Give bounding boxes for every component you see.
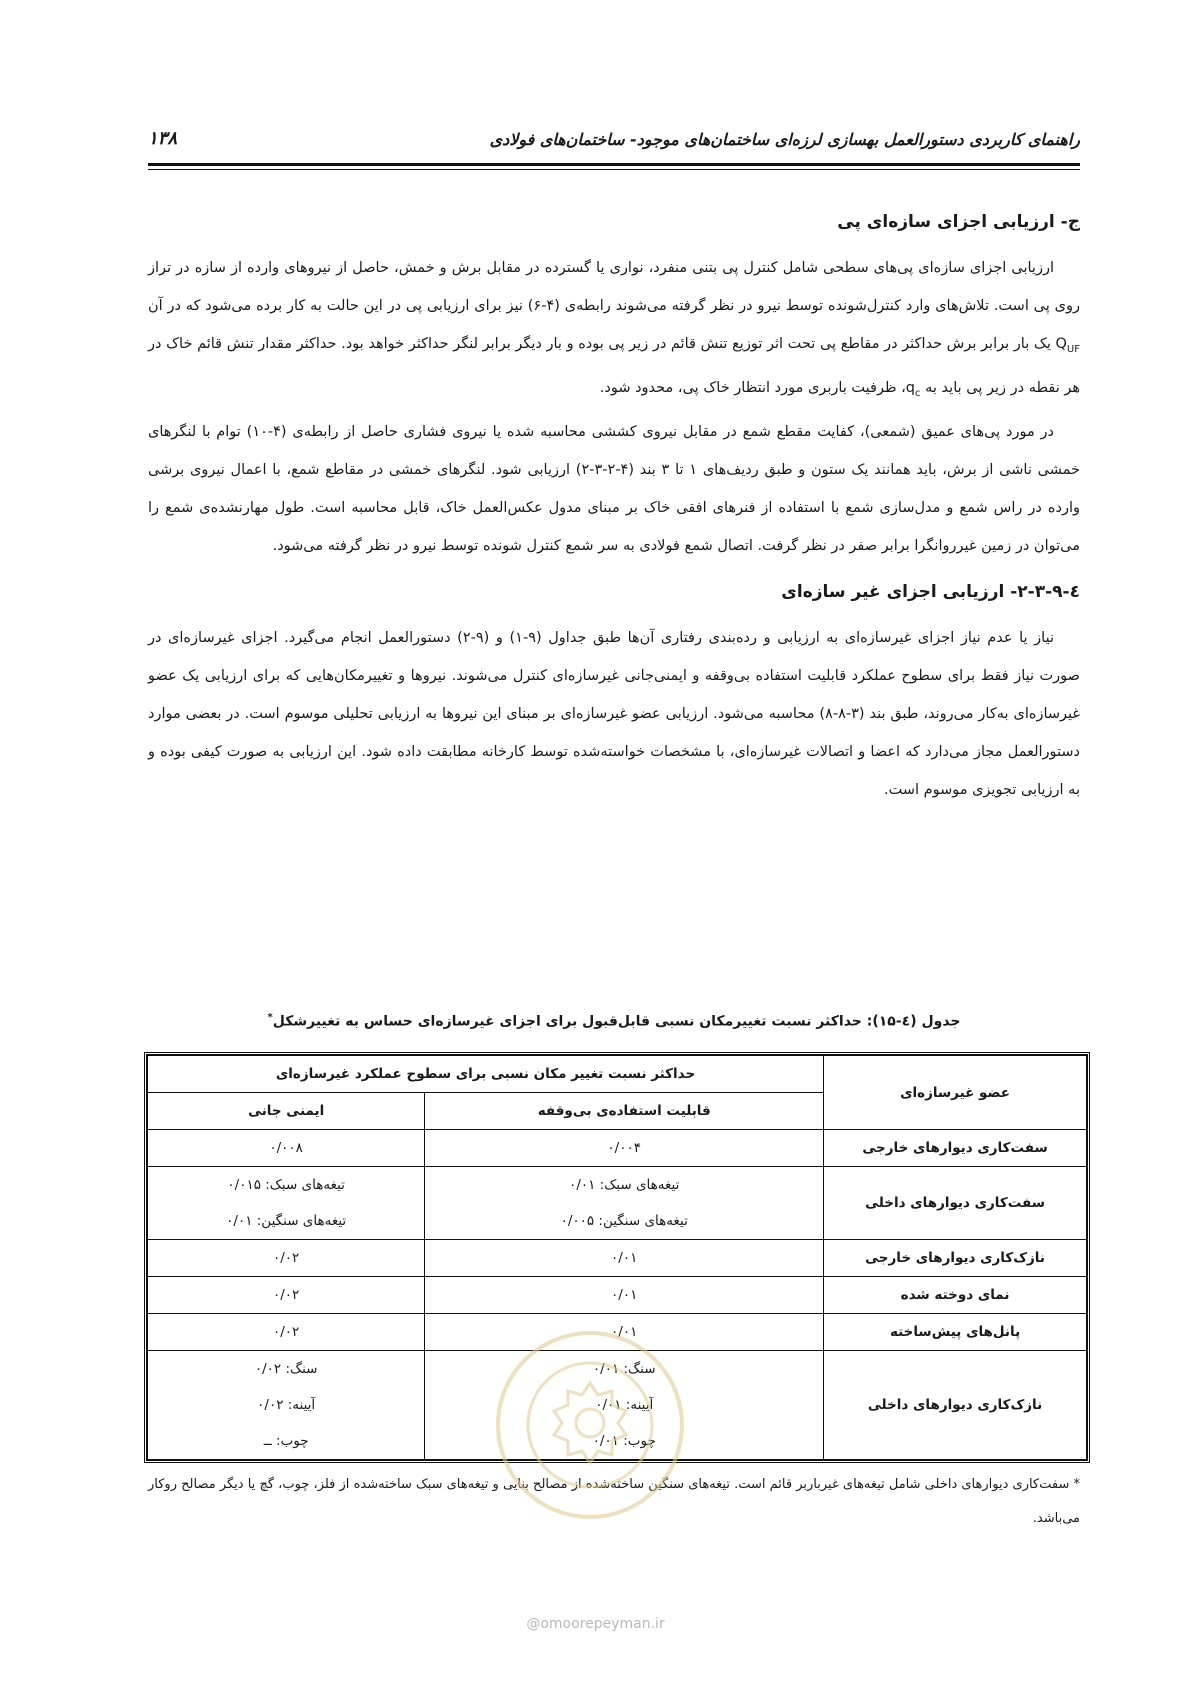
paragraph-foundation-shallow (148, 249, 1080, 413)
paragraph-text: ، ظرفیت باربری مورد انتظار خاک پی، محدود شود. (599, 379, 906, 396)
table-cell-value: سنگ: ۰/۰۲ (254, 1361, 318, 1377)
running-header (148, 124, 1080, 164)
symbol-qc-subscript: c (915, 387, 921, 399)
table-cell-value: ۰/۰۱ (611, 1287, 638, 1303)
section-heading-foundation: ج- ارزیابی اجزای سازه‌ای پی (837, 212, 1080, 232)
header-rule-thin (148, 169, 1080, 170)
page-number: ۱۳۸ (148, 128, 178, 149)
table-cell-io (425, 1167, 824, 1240)
table-cell-value: ۰/۰۲ (273, 1287, 300, 1303)
table-cell-member: نازک‌کاری دیوارهای خارجی (824, 1240, 1087, 1277)
body-content (148, 205, 1080, 809)
table-cell-io (425, 1240, 824, 1277)
table-cell-value: چوب: ــ (263, 1433, 309, 1449)
symbol-quf (1055, 336, 1081, 355)
table-cell-value: ۰/۰۰۸ (269, 1140, 303, 1156)
paragraph-nonstructural: نیاز یا عدم نیاز اجزای غیرسازه‌ای به ارزیابی و رده‌بندی رفتاری آن‌ها طبق جداول (۹-۱) و (۹-۲) دستورالعمل انجام می‌گیرد. اجزای غیرسازه‌ای در صورت نیاز فقط برای سطوح عملکرد قابلیت استفاده بی‌وقفه و ایمنی‌جانی غیرسازه‌ای کنترل می‌شوند. نیروها و تغییرمکان‌هایی که برای ارزیابی یک عضو غیرسازه‌ای به‌کار می‌روند، طبق بند (۳-۸-۸) محاسبه می‌شود. ارزیابی عضو غیرسازه‌ای بر مبنای این نیروها به ارزیابی تحلیلی موسوم است. در بعضی موارد دستورالعمل مجاز می‌دارد که اعضا و اتصالات غیرسازه‌ای، با مشخصات خواسته‌شده توسط کارخانه مطابقت داده شود. این ارزیابی به صورت کیفی بوده و به ارزیابی تجویزی موسوم است. (148, 629, 1080, 798)
table-header-group: حداکثر نسبت تغییر مکان نسبی برای سطوح عملکرد غیرسازه‌ای (148, 1056, 824, 1093)
symbol-qc-base: q (905, 379, 916, 396)
table-header-io: قابلیت استفاده‌ی بی‌وقفه (425, 1093, 824, 1130)
table-cell-value: سنگ: ۰/۰۱ (592, 1361, 656, 1377)
table-cell-value: ۰/۰۱ (611, 1324, 638, 1340)
symbol-q: Q (1055, 336, 1067, 352)
table-cell-value: آیینه: ۰/۰۲ (257, 1397, 316, 1413)
table-row (148, 1277, 1087, 1314)
table-cell-value: آیینه: ۰/۰۱ (595, 1397, 654, 1413)
table-cell-value: ۰/۰۲ (273, 1324, 300, 1340)
symbol-qc (905, 379, 921, 399)
table-cell-member: پانل‌های پیش‌ساخته (824, 1314, 1087, 1351)
table-cell-ls (148, 1240, 425, 1277)
table-caption-text: جدول (٤-۱۵): حداکثر نسبت تغییرمکان نسبی قابل‌قبول برای اجزای غیرسازه‌ای حساس به تغییرشکل (272, 1013, 961, 1030)
table-cell-value: ۰/۰۲ (273, 1250, 300, 1266)
table-cell-ls (148, 1277, 425, 1314)
table-cell-value: تیغه‌های سبک: ۰/۰۱ (569, 1177, 680, 1193)
watermark-seal-icon (490, 1325, 690, 1525)
table-header-ls: ایمنی جانی (148, 1093, 425, 1130)
table-cell-value: تیغه‌های سنگین: ۰/۰۰۵ (560, 1213, 688, 1229)
table-footnote: * سفت‌کاری دیوارهای داخلی شامل تیغه‌های غیرباربر قائم است. تیغه‌های سنگین ساخته‌شده از مصالح بنایی و تیغه‌های سبک ساخته‌شده از فلز، چوب، گچ یا دیگر مصالح روکار می‌باشد. (148, 1477, 1080, 1526)
symbol-q-subscript: UF (1066, 343, 1080, 355)
table-row (148, 1167, 1087, 1240)
table-cell-value: تیغه‌های سنگین: ۰/۰۱ (226, 1213, 347, 1229)
table-cell-value: چوب: ۰/۰۱ (592, 1433, 656, 1449)
table-cell-member: نمای دوخته شده (824, 1277, 1087, 1314)
table-cell-ls (148, 1314, 425, 1351)
table-cell-value: ۰/۰۰۴ (607, 1140, 641, 1156)
paragraph-text: ارزیابی اجزای سازه‌ای پی‌های سطحی شامل کنترل پی بتنی منفرد، نواری یا گسترده در مقابل برش و خمش، حاصل از نیروهای وارده از سازه در تراز روی پی است. تلاش‌های وارد کنترل‌شونده توسط نیرو در نظر گرفته می‌شوند رابطه‌ی (۴-۶) نیز برای ارزیابی پی در این حالت به کار برده می‌شود که در آن (148, 260, 1080, 314)
table-cell-member: سفت‌کاری دیوارهای داخلی (824, 1167, 1087, 1240)
table-cell-io (425, 1277, 824, 1314)
table-cell-ls (148, 1167, 425, 1240)
paragraph-foundation-deep: در مورد پی‌های عمیق (شمعی)، کفایت مقطع شمع در مقابل نیروی کششی محاسبه شده یا نیروی فشاری حاصل از رابطه‌ی (۴-۱۰) توام با لنگرهای خمشی ناشی از برش، باید همانند یک ستون و طبق ردیف‌های ۱ تا ۳ بند (۴-۲-۳-۲) ارزیابی شود. لنگرهای خمشی در مقاطع شمع، با اعمال نیروی برشی وارده در راس شمع و مدل‌سازی شمع با استفاده از فنرهای افقی خاک بر مبنای مدول عکس‌العمل خاک، قابل محاسبه است. طول مهارنشده‌ی شمع را می‌توان در زمین غیرروانگرا برابر صفر در نظر گرفت. اتصال شمع فولادی به سر شمع کنترل شونده توسط نیرو در نظر گرفته می‌شود. (148, 423, 1080, 554)
watermark-url: @omoorepeyman.ir (526, 1616, 665, 1632)
table-cell-ls (148, 1130, 425, 1167)
table-cell-member: سفت‌کاری دیوارهای خارجی (824, 1130, 1087, 1167)
running-header-title: راهنمای کاربردی دستورالعمل بهسازی لرزه‌ای ساختمان‌های موجود- ساختمان‌های فولادی (489, 130, 1080, 149)
table-cell-io (425, 1130, 824, 1167)
table-row (148, 1240, 1087, 1277)
table-row (148, 1130, 1087, 1167)
table-cell-value: تیغه‌های سبک: ۰/۰۱۵ (227, 1177, 345, 1193)
table-cell-member: نازک‌کاری دیوارهای داخلی (824, 1351, 1087, 1460)
table-caption (148, 1012, 1080, 1030)
header-rule-thick (148, 163, 1080, 166)
table-cell-ls (148, 1351, 425, 1460)
table-caption-mark: * (267, 1012, 273, 1023)
table-cell-value: ۰/۰۱ (611, 1250, 638, 1266)
table-header-member: عضو غیرسازه‌ای (824, 1056, 1087, 1130)
section-heading-nonstructural: ٤-۲-۳-۹- ارزیابی اجزای غیر سازه‌ای (781, 581, 1080, 602)
paragraph-text: یک بار برابر برش حداکثر در مقاطع پی تحت اثر توزیع تنش قائم در زیر پی بوده و بار دیگر برابر لنگر حداکثر خواهد بود. حداکثر مقدار تنش قائم خاک در هر نقطه در زیر پی باید به (148, 336, 1080, 396)
